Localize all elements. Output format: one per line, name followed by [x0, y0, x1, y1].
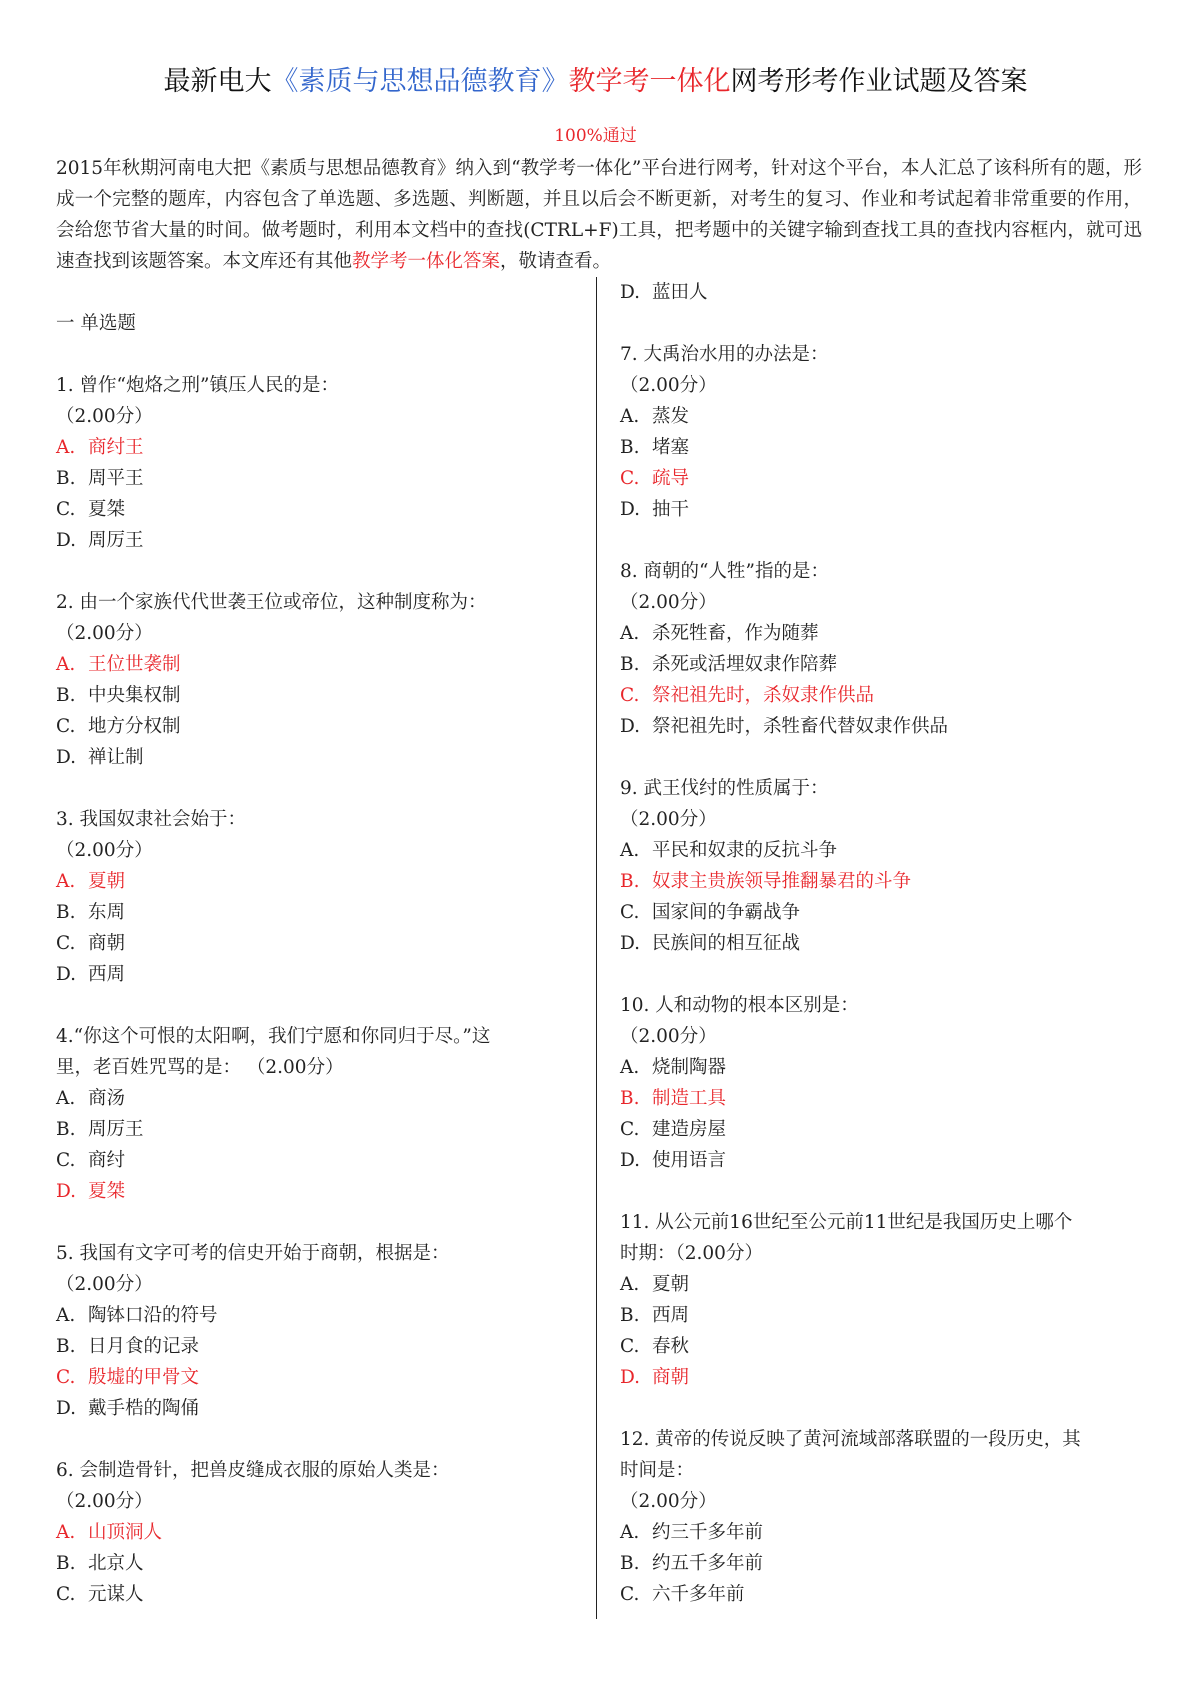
- section-heading: 一 单选题: [56, 313, 136, 334]
- option-letter: D.: [56, 1398, 77, 1419]
- option-letter: A.: [56, 1088, 76, 1109]
- option-text: 约三千多年前: [652, 1522, 764, 1543]
- option-text: 蒸发: [652, 406, 690, 427]
- spacer: [56, 339, 576, 370]
- option-letter: B.: [56, 468, 76, 489]
- answer-option: [56, 1548, 576, 1579]
- option-letter: D.: [56, 1181, 77, 1202]
- option-text: 商纣: [88, 1150, 126, 1171]
- answer-option: [620, 1300, 1142, 1331]
- spacer: [620, 1176, 1142, 1207]
- option-text: 夏桀: [88, 499, 126, 520]
- answer-option: [620, 1548, 1142, 1579]
- answer-option: [620, 835, 1142, 866]
- option-text: 约五千多年前: [652, 1553, 764, 1574]
- answer-option: [56, 1331, 576, 1362]
- option-text: 日月食的记录: [88, 1336, 200, 1357]
- question-text: 2. 由一个家族代代世袭王位或帝位，这种制度称为：: [56, 592, 487, 613]
- spacer: [56, 1207, 576, 1238]
- option-letter: A.: [56, 654, 76, 675]
- option-letter: D.: [620, 499, 641, 520]
- option-text: 杀死或活埋奴隶作陪葬: [652, 654, 838, 675]
- answer-option-correct: [56, 1517, 576, 1548]
- option-text: 夏桀: [88, 1181, 126, 1202]
- option-text: 商朝: [652, 1367, 690, 1388]
- answer-option: [620, 1145, 1142, 1176]
- option-text: 商朝: [88, 933, 126, 954]
- answer-option-correct: [620, 680, 1142, 711]
- answer-option: [620, 277, 1142, 308]
- intro-tail: ，敬请查看。: [500, 251, 612, 272]
- option-text: 杀死牲畜，作为随葬: [652, 623, 819, 644]
- option-letter: B.: [620, 437, 640, 458]
- answer-option: [620, 1517, 1142, 1548]
- question-score: （2.00分）: [56, 1274, 153, 1295]
- title-part-4: 网考形考作业试题及答案: [730, 66, 1028, 97]
- option-letter: B.: [620, 1305, 640, 1326]
- question-text: 12. 黄帝的传说反映了黄河流域部落联盟的一段历史，其: [620, 1429, 1081, 1450]
- option-letter: C.: [620, 1336, 640, 1357]
- answer-option: [56, 525, 576, 556]
- answer-option: [56, 1579, 576, 1610]
- spacer: [620, 525, 1142, 556]
- option-text: 建造房屋: [652, 1119, 727, 1140]
- answer-option-correct: [56, 866, 576, 897]
- option-text: 山顶洞人: [88, 1522, 163, 1543]
- question-score: （2.00分）: [56, 840, 153, 861]
- answer-option-correct: [620, 463, 1142, 494]
- option-text: 堵塞: [652, 437, 690, 458]
- spacer: [620, 1393, 1142, 1424]
- right-column: [620, 277, 1142, 1610]
- spacer: [620, 742, 1142, 773]
- answer-option: [620, 618, 1142, 649]
- option-letter: A.: [620, 1522, 640, 1543]
- option-letter: D.: [620, 716, 641, 737]
- question-text-continued: 时间是：: [620, 1460, 695, 1481]
- answer-option: [620, 897, 1142, 928]
- answer-option: [56, 928, 576, 959]
- option-letter: C.: [56, 499, 76, 520]
- option-letter: B.: [56, 1336, 76, 1357]
- question-text: 4.“你这个可恨的太阳啊，我们宁愿和你同归于尽。”这: [56, 1026, 491, 1047]
- option-text: 奴隶主贵族领导推翻暴君的斗争: [652, 871, 912, 892]
- question-text: 1. 曾作“炮烙之刑”镇压人民的是：: [56, 375, 339, 396]
- option-letter: C.: [620, 902, 640, 923]
- answer-option: [56, 463, 576, 494]
- answer-option-correct: [620, 866, 1142, 897]
- option-text: 中央集权制: [88, 685, 181, 706]
- question-text-continued: 里，老百姓咒骂的是： （2.00分）: [56, 1057, 344, 1078]
- page-title: [0, 62, 1191, 102]
- option-text: 商纣王: [88, 437, 144, 458]
- question-score: （2.00分）: [620, 809, 717, 830]
- option-letter: B.: [56, 1553, 76, 1574]
- question-text: 11. 从公元前16世纪至公元前11世纪是我国历史上哪个: [620, 1212, 1073, 1233]
- answer-option: [56, 897, 576, 928]
- option-text: 烧制陶器: [652, 1057, 727, 1078]
- option-letter: C.: [620, 685, 640, 706]
- option-text: 夏朝: [88, 871, 126, 892]
- question-score: （2.00分）: [56, 406, 153, 427]
- option-text: 抽干: [652, 499, 690, 520]
- question-text: 7. 大禹治水用的办法是：: [620, 344, 829, 365]
- option-letter: D.: [620, 933, 641, 954]
- option-letter: D.: [56, 747, 77, 768]
- answer-option: [620, 711, 1142, 742]
- option-text: 北京人: [88, 1553, 144, 1574]
- answer-option: [620, 1114, 1142, 1145]
- option-text: 禅让制: [88, 747, 144, 768]
- answer-option: [620, 494, 1142, 525]
- question-text: 10. 人和动物的根本区别是：: [620, 995, 859, 1016]
- question-score: （2.00分）: [620, 375, 717, 396]
- answer-option: [56, 1300, 576, 1331]
- option-letter: A.: [56, 1305, 76, 1326]
- option-letter: C.: [56, 1367, 76, 1388]
- spacer: [56, 277, 576, 308]
- spacer: [56, 990, 576, 1021]
- left-column: [56, 277, 576, 1610]
- title-platform-name: 教学考一体化: [568, 66, 731, 97]
- option-text: 制造工具: [652, 1088, 727, 1109]
- spacer: [56, 1424, 576, 1455]
- option-letter: D.: [620, 282, 641, 303]
- answer-option-correct: [56, 1362, 576, 1393]
- question-score: （2.00分）: [56, 1491, 153, 1512]
- option-letter: A.: [620, 406, 640, 427]
- answer-option: [620, 1269, 1142, 1300]
- question-text: 9. 武王伐纣的性质属于：: [620, 778, 829, 799]
- option-letter: B.: [620, 1088, 640, 1109]
- option-letter: A.: [56, 871, 76, 892]
- answer-option: [56, 959, 576, 990]
- question-text: 5. 我国有文字可考的信史开始于商朝，根据是：: [56, 1243, 450, 1264]
- option-letter: D.: [620, 1367, 641, 1388]
- spacer: [620, 959, 1142, 990]
- answer-option: [620, 649, 1142, 680]
- option-text: 西周: [652, 1305, 690, 1326]
- column-divider: [596, 277, 597, 1619]
- answer-option: [620, 1052, 1142, 1083]
- option-text: 元谋人: [88, 1584, 144, 1605]
- answer-option: [56, 1393, 576, 1424]
- answer-option-correct: [620, 1362, 1142, 1393]
- option-letter: A.: [620, 623, 640, 644]
- option-text: 春秋: [652, 1336, 690, 1357]
- option-text: 陶钵口沿的符号: [88, 1305, 218, 1326]
- answer-option-correct: [620, 1083, 1142, 1114]
- option-text: 夏朝: [652, 1274, 690, 1295]
- option-letter: C.: [56, 933, 76, 954]
- option-text: 戴手梏的陶俑: [88, 1398, 200, 1419]
- option-letter: D.: [620, 1150, 641, 1171]
- spacer: [56, 773, 576, 804]
- option-letter: B.: [620, 1553, 640, 1574]
- answer-option: [56, 680, 576, 711]
- option-text: 地方分权制: [88, 716, 181, 737]
- option-letter: C.: [56, 716, 76, 737]
- answer-option-correct: [56, 649, 576, 680]
- title-part-1: 最新电大: [163, 66, 272, 97]
- question-score: （2.00分）: [620, 1026, 717, 1047]
- question-text: 6. 会制造骨针，把兽皮缝成衣服的原始人类是：: [56, 1460, 450, 1481]
- option-text: 平民和奴隶的反抗斗争: [652, 840, 838, 861]
- option-letter: A.: [56, 1522, 76, 1543]
- option-letter: A.: [56, 437, 76, 458]
- option-letter: C.: [620, 468, 640, 489]
- answer-option: [56, 742, 576, 773]
- option-letter: B.: [56, 1119, 76, 1140]
- subtitle: 100%通过: [554, 126, 637, 146]
- option-letter: C.: [56, 1584, 76, 1605]
- option-letter: D.: [56, 530, 77, 551]
- option-letter: A.: [620, 1274, 640, 1295]
- spacer: [56, 556, 576, 587]
- option-text: 周厉王: [88, 1119, 144, 1140]
- option-text: 民族间的相互征战: [652, 933, 801, 954]
- intro-text: 2015年秋期河南电大把《素质与思想品德教育》纳入到“教学考一体化”平台进行网考，针对这个平台，本人汇总了该科所有的题，形成一个完整的题库，内容包含了单选题、多选题、判断题，并且以后会不断更新，对考生的复习、作业和考试起着非常重要的作用，会给您节省大量的时间。做考题时，利用本文档中的查找(CTRL+F)工具，把考题中的关键字输到查找工具的查找内容框内，就可迅速查找到该题答案。本文库还有其他: [56, 158, 1142, 272]
- question-score: （2.00分）: [620, 1491, 717, 1512]
- answer-option: [620, 432, 1142, 463]
- option-letter: C.: [56, 1150, 76, 1171]
- question-text: 3. 我国奴隶社会始于：: [56, 809, 247, 830]
- option-letter: C.: [620, 1119, 640, 1140]
- option-text: 殷墟的甲骨文: [88, 1367, 200, 1388]
- intro-link[interactable]: 教学考一体化答案: [352, 251, 501, 272]
- option-text: 商汤: [88, 1088, 126, 1109]
- answer-option: [56, 1145, 576, 1176]
- option-text: 祭祀祖先时，杀奴隶作供品: [652, 685, 875, 706]
- option-text: 国家间的争霸战争: [652, 902, 801, 923]
- option-letter: C.: [620, 1584, 640, 1605]
- option-letter: D.: [56, 964, 77, 985]
- question-score: （2.00分）: [56, 623, 153, 644]
- answer-option: [56, 494, 576, 525]
- answer-option-correct: [56, 1176, 576, 1207]
- answer-option-correct: [56, 432, 576, 463]
- question-text: 8. 商朝的“人牲”指的是：: [620, 561, 829, 582]
- option-text: 使用语言: [652, 1150, 727, 1171]
- option-letter: B.: [56, 902, 76, 923]
- answer-option: [620, 1331, 1142, 1362]
- option-text: 周厉王: [88, 530, 144, 551]
- spacer: [620, 308, 1142, 339]
- answer-option: [56, 711, 576, 742]
- option-letter: B.: [620, 654, 640, 675]
- option-text: 王位世袭制: [88, 654, 181, 675]
- option-text: 周平王: [88, 468, 144, 489]
- option-letter: A.: [620, 1057, 640, 1078]
- answer-option: [620, 401, 1142, 432]
- option-text: 蓝田人: [652, 282, 708, 303]
- option-letter: A.: [620, 840, 640, 861]
- option-letter: B.: [56, 685, 76, 706]
- title-course-name: 《素质与思想品德教育》: [271, 66, 569, 97]
- option-text: 六千多年前: [652, 1584, 745, 1605]
- option-text: 西周: [88, 964, 126, 985]
- answer-option: [56, 1083, 576, 1114]
- answer-option: [56, 1114, 576, 1145]
- question-text-continued: 时期：（2.00分）: [620, 1243, 763, 1264]
- option-letter: B.: [620, 871, 640, 892]
- option-text: 疏导: [652, 468, 690, 489]
- question-score: （2.00分）: [620, 592, 717, 613]
- answer-option: [620, 928, 1142, 959]
- option-text: 东周: [88, 902, 126, 923]
- option-text: 祭祀祖先时，杀牲畜代替奴隶作供品: [652, 716, 949, 737]
- answer-option: [620, 1579, 1142, 1610]
- intro-paragraph: [56, 153, 1142, 277]
